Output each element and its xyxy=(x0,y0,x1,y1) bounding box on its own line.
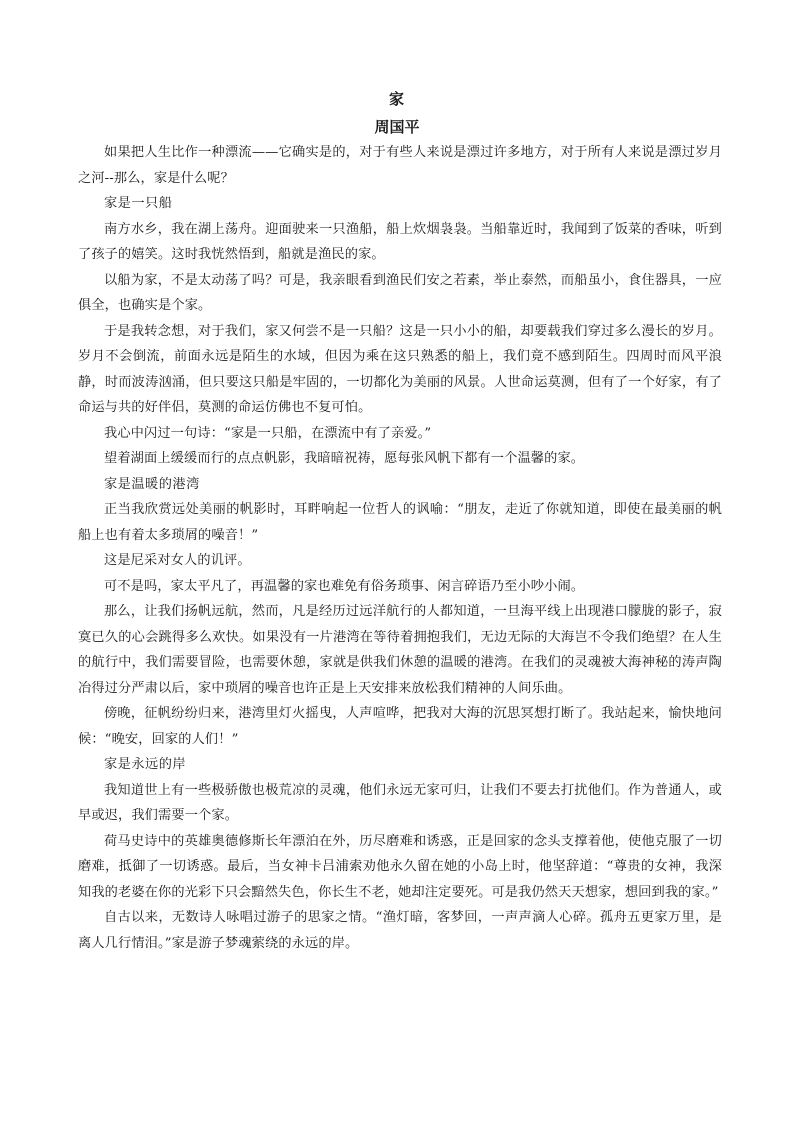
para-harbor-4: 那么，让我们扬帆远航，然而，凡是经历过远洋航行的人都知道，一旦海平线上出现港口朦胧的影子，寂寞已久的心会跳得多么欢快。如果没有一片港湾在等待着拥抱我们，无边无际的大海岂不令我们绝望？在人生的航行中，我们需要冒险，也需要休憩，家就是供我们休憩的温暖的港湾。在我们的灵魂被大海神秘的涛声陶冶得过分严肃以后，家中琐屑的噪音也许正是上天安排来放松我们精神的人间乐曲。 xyxy=(78,604,722,696)
para-harbor-3: 可不是吗，家太平凡了，再温馨的家也难免有俗务琐事、闲言碎语乃至小吵小闹。 xyxy=(104,578,585,594)
subheading-boat: 家是一只船 xyxy=(104,196,173,211)
para-shore-1: 我知道世上有一些极骄傲也极荒凉的灵魂，他们永远无家可归，让我们不要去打扰他们。作为普通人，或早或迟，我们需要一个家。 xyxy=(78,782,722,823)
para-boat-3: 于是我转念想，对于我们，家又何尝不是一只船？这是一只小小的船，却要载我们穿过多么漫长的岁月。岁月不会倒流，前面永远是陌生的水域，但因为乘在这只熟悉的船上，我们竟不感到陌生。四周时而风平浪静，时而波涛汹涌，但只要这只船是牢固的，一切都化为美丽的风景。人世命运莫测，但有了一个好家，有了命运与共的好伴侣，莫测的命运仿佛也不复可怕。 xyxy=(78,323,722,415)
para-boat-5: 望着湖面上缓缓而行的点点帆影，我暗暗祝祷，愿每张风帆下都有一个温馨的家。 xyxy=(104,451,585,466)
subheading-shore: 家是永远的岸 xyxy=(104,757,187,772)
essay-body xyxy=(78,140,722,956)
para-boat-1: 南方水乡，我在湖上荡舟。迎面驶来一只渔船，船上炊烟袅袅。当船靠近时，我闻到了饭菜的香味，听到了孩子的嬉笑。这时我恍然悟到，船就是渔民的家。 xyxy=(78,221,722,262)
para-shore-3: 自古以来，无数诗人咏唱过游子的思家之情。“渔灯暗，客梦回，一声声滴人心碎。孤舟五更家万里，是离人几行情泪。”家是游子梦魂萦绕的永远的岸。 xyxy=(78,910,722,951)
author-name: 周国平 xyxy=(374,118,420,136)
para-shore-2: 荷马史诗中的英雄奥德修斯长年漂泊在外，历尽磨难和诱惑，正是回家的念头支撑着他，使他克服了一切磨难，抵御了一切诱惑。最后，当女神卡吕浦索劝他永久留在她的小岛上时，他坚辞道：“尊贵的女神，我深知我的老婆在你的光彩下只会黯然失色，你长生不老，她却注定要死。可是我仍然天天想家，想回到我的家。” xyxy=(78,833,722,900)
para-boat-2: 以船为家，不是太动荡了吗？可是，我亲眼看到渔民们安之若素，举止泰然，而船虽小，食住器具，一应俱全，也确实是个家。 xyxy=(78,272,722,313)
para-boat-4: 我心中闪过一句诗：“家是一只船，在漂流中有了亲爱。” xyxy=(104,425,432,441)
para-harbor-2: 这是尼采对女人的讥评。 xyxy=(104,553,251,568)
para-harbor-1: 正当我欣赏远处美丽的帆影时，耳畔响起一位哲人的讽喻：“朋友，走近了你就知道，即使在最美丽的帆船上也有着太多琐屑的噪音！” xyxy=(78,502,722,543)
para-harbor-5: 傍晚，征帆纷纷归来，港湾里灯火摇曳，人声喧哗，把我对大海的沉思冥想打断了。我站起来，愉快地问候：“晚安，回家的人们！” xyxy=(78,706,722,747)
subheading-harbor: 家是温暖的港湾 xyxy=(104,476,200,492)
para-intro: 如果把人生比作一种漂流——它确实是的，对于有些人来说是漂过许多地方，对于所有人来说是漂过岁月之河--那么，家是什么呢？ xyxy=(78,145,722,186)
essay-title: 家 xyxy=(388,90,405,108)
